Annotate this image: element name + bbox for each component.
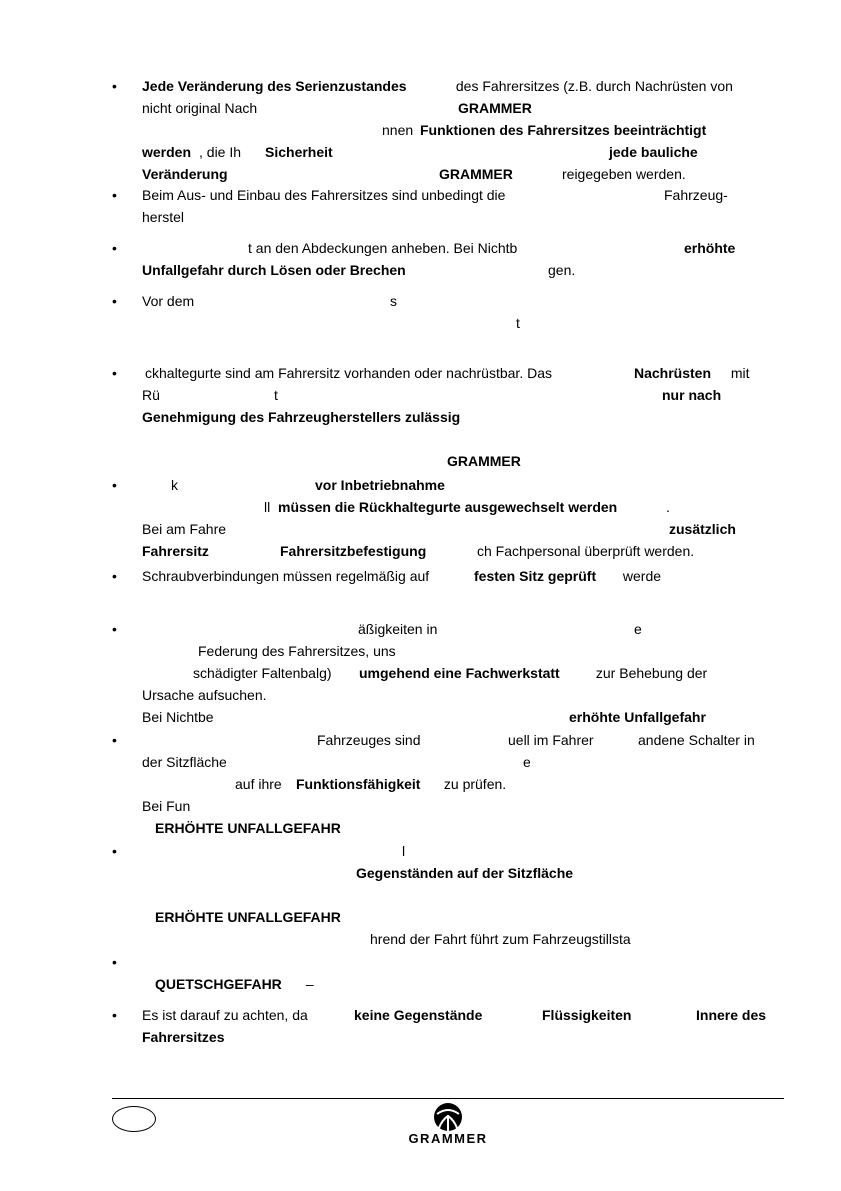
text-fragment: des Fahrersitzes (z.B. durch Nachrüsten von: [452, 78, 733, 94]
bullet-paragraph: [112, 952, 784, 996]
bullet-paragraph: [112, 363, 784, 473]
grammer-logo: [400, 1102, 496, 1152]
bullet-marker: •: [112, 1007, 117, 1023]
bullet-paragraph: [112, 566, 784, 588]
text-fragment: ll: [264, 499, 275, 515]
bullet-paragraph: [112, 730, 784, 840]
text-fragment: Rü: [142, 387, 160, 403]
bullet-marker: •: [112, 954, 117, 970]
bold-text: Sicherheit: [265, 144, 333, 160]
bold-text: werden: [142, 144, 192, 160]
bullet-marker: •: [112, 240, 117, 256]
text-fragment: Schraubverbindungen müssen regelmäßig auf: [142, 568, 434, 584]
bold-text: GRAMMER: [447, 453, 521, 469]
bullet-paragraph: [112, 185, 784, 229]
text-fragment: s: [390, 293, 397, 309]
text-fragment: hrend der Fahrt führt zum Fahrzeugstillsta: [370, 931, 631, 947]
bullet-marker: •: [112, 732, 117, 748]
logo-text: GRAMMER: [408, 1131, 488, 1146]
text-fragment: nicht original Nach: [142, 100, 258, 116]
bullet-marker: •: [112, 568, 117, 584]
bold-text: Genehmigung des Fahrzeugherstellers zulässig: [142, 409, 461, 425]
bold-text: GRAMMER: [439, 166, 513, 182]
bold-text: Jede Veränderung des Serienzustandes: [142, 78, 407, 94]
text-fragment: äßigkeiten in: [358, 621, 438, 637]
bold-text: ERHÖHTE UNFALLGEFAHR: [155, 820, 341, 836]
text-fragment: uell im Fahrer: [508, 732, 594, 748]
text-fragment: schädigter Faltenbalg): [193, 665, 336, 681]
text-fragment: t: [274, 387, 278, 403]
bold-text: Fahrersitz: [142, 543, 209, 559]
bullet-paragraph: [112, 841, 784, 951]
bullet-paragraph: [112, 475, 784, 563]
text-fragment: .: [666, 499, 670, 515]
text-fragment: Es ist darauf zu achten, da: [142, 1007, 308, 1023]
text-fragment: Bei am Fahre: [142, 521, 227, 537]
bold-text: QUETSCHGEFAHR: [155, 976, 282, 992]
bullet-paragraph: [112, 619, 784, 729]
bold-text: nur nach: [662, 387, 722, 403]
text-fragment: werde: [619, 568, 662, 584]
text-fragment: der Sitzfläche: [142, 754, 227, 770]
text-fragment: –: [302, 976, 314, 992]
bold-text: keine Gegenstände: [354, 1007, 483, 1023]
text-fragment: Bei Nichtbe: [142, 709, 214, 725]
text-fragment: reigegeben werden.: [562, 166, 686, 182]
text-fragment: ch Fachpersonal überprüft werden.: [477, 543, 695, 559]
text-fragment: k: [171, 477, 178, 493]
bold-text: erhöhte Unfallgefahr: [569, 709, 706, 725]
text-fragment: Federung des Fahrersitzes, uns: [198, 643, 396, 659]
bold-text: Nachrüsten: [634, 365, 712, 381]
bold-text: vor Inbetriebnahme: [315, 477, 445, 493]
text-fragment: e: [523, 754, 531, 770]
bullet-marker: •: [112, 365, 117, 381]
text-fragment: Bei Fun: [142, 798, 191, 814]
bold-text: Fahrersitzes: [142, 1029, 225, 1045]
bullet-paragraph: [112, 1005, 784, 1049]
text-fragment: herstel: [142, 209, 185, 225]
bullet-paragraph: [112, 238, 784, 282]
bold-text: Flüssigkeiten: [542, 1007, 632, 1023]
bold-text: erhöhte: [684, 240, 736, 256]
bold-text: Unfallgefahr durch Lösen oder Brechen: [142, 262, 406, 278]
text-fragment: zur Behebung der: [592, 665, 708, 681]
footer-rule: [112, 1098, 784, 1099]
text-fragment: , die Ih: [199, 144, 242, 160]
bullet-marker: •: [112, 78, 117, 94]
text-fragment: zu prüfen.: [440, 776, 507, 792]
bold-text: zusätzlich: [669, 521, 736, 537]
bold-text: Gegenständen auf der Sitzfläche: [356, 865, 574, 881]
text-fragment: t an den Abdeckungen anheben. Bei Nichtb: [248, 240, 518, 256]
text-fragment: Ursache aufsuchen.: [142, 687, 267, 703]
text-fragment: andene Schalter in: [638, 732, 755, 748]
bullet-marker: •: [112, 293, 117, 309]
bold-text: Funktionen des Fahrersitzes beeinträchtigt: [420, 122, 707, 138]
bold-text: festen Sitz geprüft: [474, 568, 597, 584]
text-fragment: mit: [727, 365, 750, 381]
bold-text: müssen die Rückhaltegurte ausgewechselt werden: [278, 499, 618, 515]
bold-text: umgehend eine Fachwerkstatt: [359, 665, 560, 681]
grammer-logo-icon: [433, 1102, 463, 1132]
bold-text: jede bauliche: [609, 144, 698, 160]
text-fragment: gen.: [548, 262, 576, 278]
text-fragment: nnen: [382, 122, 418, 138]
bullet-paragraph: [112, 76, 784, 186]
bullet-paragraph: [112, 291, 784, 335]
bold-text: Veränderung: [142, 166, 228, 182]
bold-text: GRAMMER: [458, 100, 532, 116]
bold-text: Funktionsfähigkeit: [296, 776, 421, 792]
text-fragment: l: [402, 843, 406, 859]
text-fragment: Beim Aus- und Einbau des Fahrersitzes sind unbedingt die: [142, 187, 506, 203]
bullet-marker: •: [112, 187, 117, 203]
language-oval: [112, 1106, 156, 1132]
bold-text: ERHÖHTE UNFALLGEFAHR: [155, 909, 341, 925]
bold-text: Fahrersitzbefestigung: [280, 543, 427, 559]
text-fragment: Fahrzeuges sind: [317, 732, 421, 748]
bold-text: Innere des: [696, 1007, 767, 1023]
text-fragment: auf ihre: [235, 776, 286, 792]
text-fragment: ckhaltegurte sind am Fahrersitz vorhanden oder nachrüstbar. Das: [145, 365, 556, 381]
text-fragment: Vor dem: [142, 293, 195, 309]
bullet-marker: •: [112, 621, 117, 637]
bullet-marker: •: [112, 477, 117, 493]
bullet-marker: •: [112, 843, 117, 859]
text-fragment: Fahrzeug-: [664, 187, 728, 203]
text-fragment: e: [634, 621, 642, 637]
text-fragment: t: [516, 315, 520, 331]
